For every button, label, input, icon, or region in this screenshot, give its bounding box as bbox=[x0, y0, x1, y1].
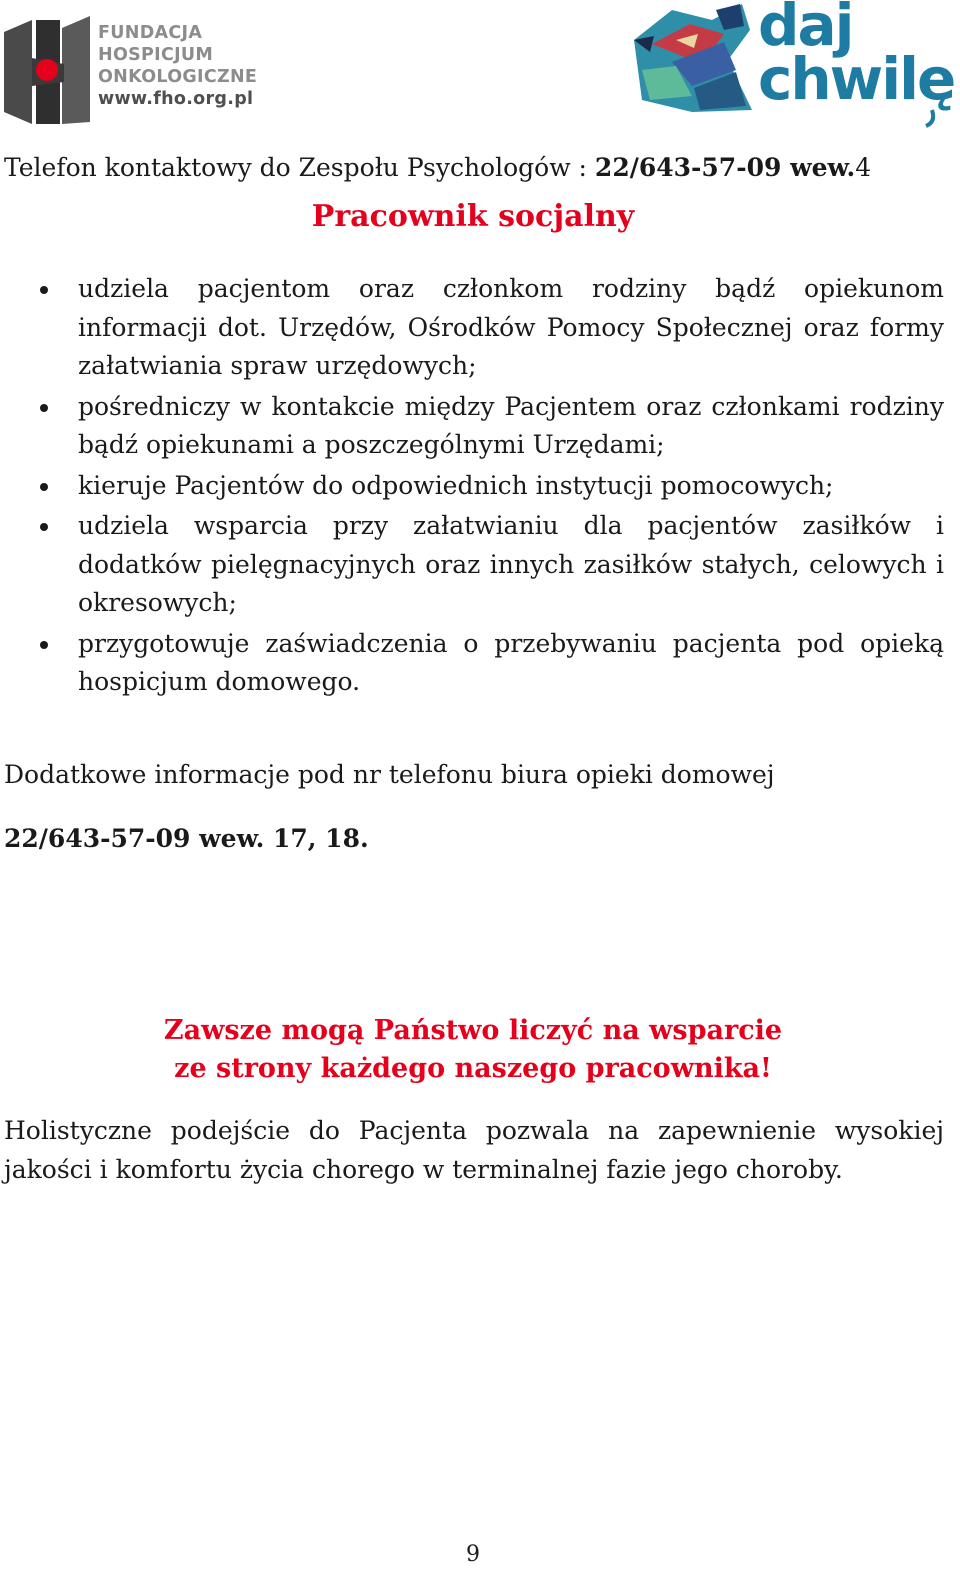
home-care-phone: 22/643-57-09 wew. 17, 18. bbox=[4, 824, 369, 853]
list-item bbox=[78, 625, 944, 702]
list-item bbox=[78, 388, 944, 465]
psychologists-contact-line bbox=[4, 153, 871, 182]
list-item bbox=[78, 507, 944, 623]
fho-logo-line: FUNDACJA bbox=[98, 23, 203, 43]
social-worker-heading: Pracownik socjalny bbox=[311, 199, 635, 234]
bullet-icon bbox=[40, 641, 48, 649]
bullet-icon bbox=[40, 286, 48, 294]
contact-label: Telefon kontaktowy do Zespołu Psychologów : bbox=[4, 153, 595, 182]
list-item-text: kieruje Pacjentów do odpowiednich instytucji pomocowych; bbox=[78, 470, 834, 500]
contact-extension: 4 bbox=[855, 153, 872, 182]
fho-logo-url: www.fho.org.pl bbox=[98, 89, 254, 109]
closing-line: ze strony każdego naszego pracownika! bbox=[174, 1053, 772, 1084]
closing-message bbox=[0, 1012, 946, 1088]
daj-logo-line: daj bbox=[758, 0, 853, 59]
list-item-text: przygotowuje zaświadczenia o przebywaniu pacjenta pod opieką hospicjum domowego. bbox=[78, 628, 944, 696]
bullet-icon bbox=[40, 483, 48, 491]
contact-phone: 22/643-57-09 wew. bbox=[594, 153, 856, 182]
closing-line: Zawsze mogą Państwo liczyć na wsparcie bbox=[163, 1015, 783, 1046]
fho-logo-text bbox=[98, 22, 257, 110]
list-item-text: udziela wsparcia przy załatwianiu dla pacjentów zasiłków i dodatków pielęgnacyjnych oraz innych zasiłków stałych, celowych i okresowych; bbox=[78, 511, 944, 617]
page-header bbox=[0, 0, 960, 135]
page-number: 9 bbox=[466, 1542, 480, 1567]
fho-logo-line: ONKOLOGICZNE bbox=[98, 67, 258, 87]
list-item bbox=[78, 270, 944, 386]
home-care-info-text: Dodatkowe informacje pod nr telefonu biura opieki domowej bbox=[4, 760, 775, 789]
social-worker-duties-list bbox=[78, 270, 944, 704]
holistic-approach-paragraph: Holistyczne podejście do Pacjenta pozwala na zapewnienie wysokiej jakości i komfortu życia chorego w terminalnej fazie jego choroby. bbox=[4, 1116, 944, 1184]
list-item-text: udziela pacjentom oraz członkom rodziny bądź opiekunom informacji dot. Urzędów, Ośrodków Pomocy Społecznej oraz formy załatwiania spraw urzędowych; bbox=[78, 274, 944, 380]
bullet-icon bbox=[40, 523, 48, 531]
bird-mosaic-icon bbox=[634, 4, 752, 112]
daj-logo-line: chwilę bbox=[758, 45, 955, 113]
fho-logo-line: HOSPICJUM bbox=[98, 45, 214, 65]
list-item-text: pośredniczy w kontakcie między Pacjentem oraz członkami rodziny bądź opiekunami a poszczególnymi Urzędami; bbox=[78, 391, 944, 459]
daj-chwile-logo-text bbox=[758, 0, 955, 113]
red-dot-icon bbox=[36, 59, 58, 81]
bullet-icon bbox=[40, 404, 48, 412]
list-item bbox=[78, 467, 944, 506]
